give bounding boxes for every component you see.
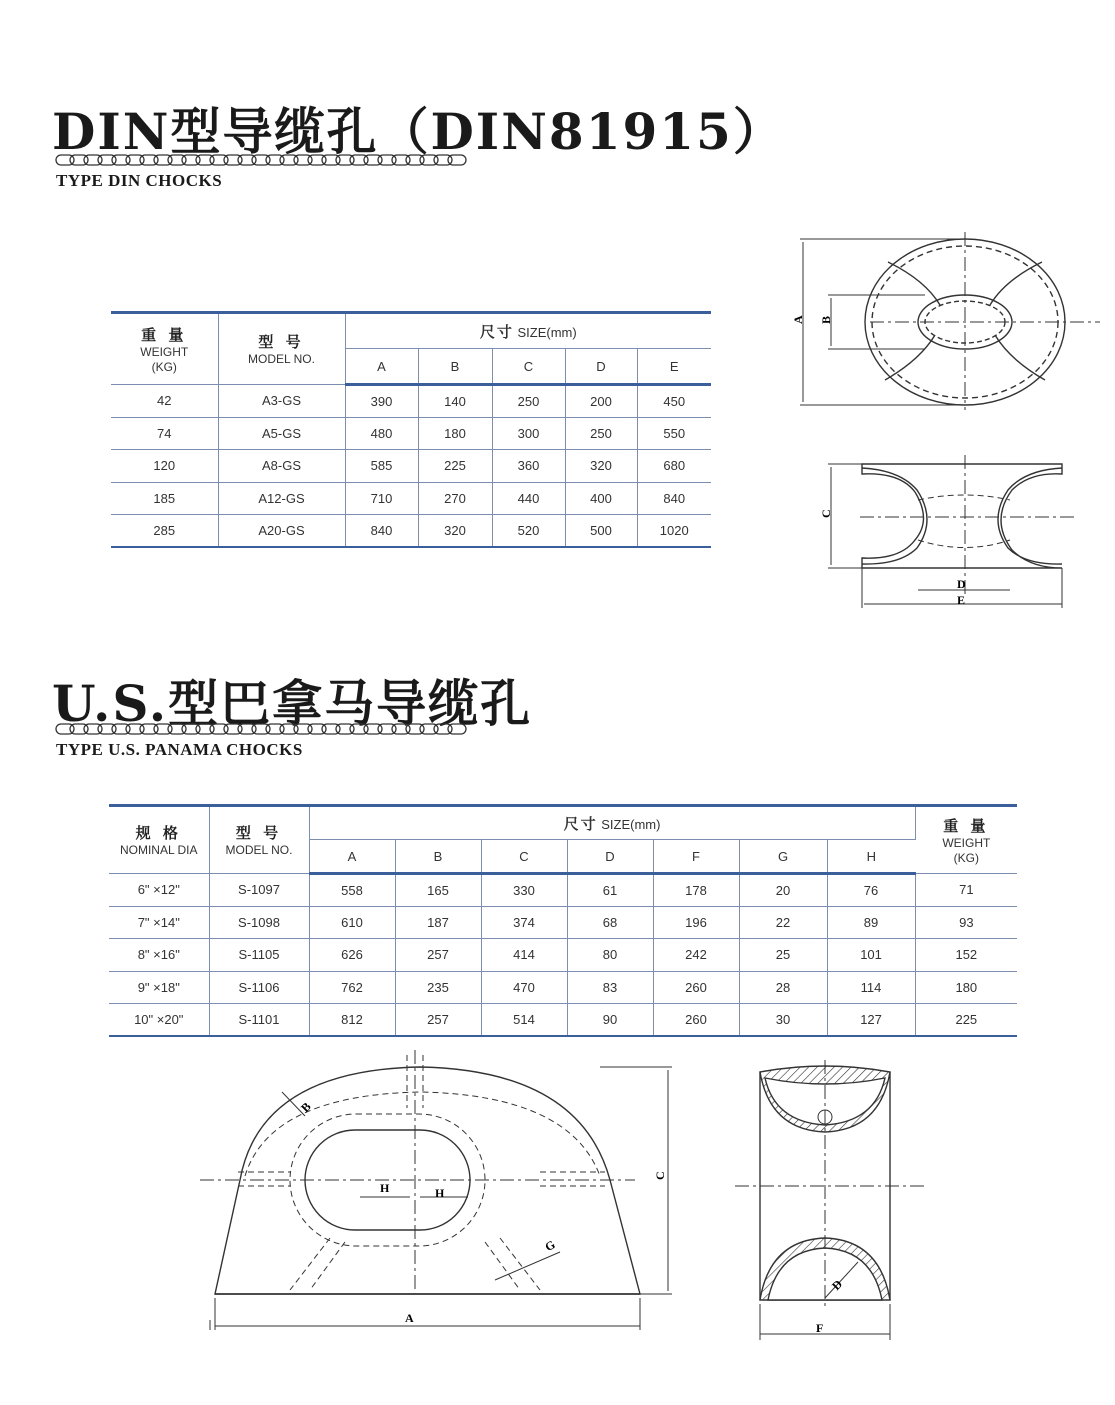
- panama-cell-c: 470: [481, 971, 567, 1004]
- panama-table-row: [109, 971, 1017, 1004]
- panama-cell-c: 514: [481, 1004, 567, 1037]
- din-col-e: E: [637, 349, 711, 385]
- panama-cell-weight: 152: [915, 939, 1017, 972]
- panama-cell-f: 260: [653, 971, 739, 1004]
- panama-label-b: B: [298, 1099, 314, 1115]
- din-cell-a: 710: [345, 482, 418, 515]
- din-label-c: C: [819, 509, 833, 518]
- panama-cell-g: 22: [739, 906, 827, 939]
- panama-cell-h: 127: [827, 1004, 915, 1037]
- panama-size-header: 尺寸 SIZE(mm): [309, 806, 915, 840]
- panama-cell-dia: 8" ×16": [109, 939, 209, 972]
- din-cell-e: 1020: [637, 515, 711, 548]
- panama-col-d: D: [567, 840, 653, 874]
- din-cell-e: 450: [637, 385, 711, 418]
- din-cell-c: 520: [492, 515, 565, 548]
- panama-cell-d: 90: [567, 1004, 653, 1037]
- panama-model-header: 型 号 MODEL NO.: [209, 806, 309, 874]
- panama-col-h: H: [827, 840, 915, 874]
- panama-cell-d: 61: [567, 874, 653, 907]
- din-cell-model: A8-GS: [218, 450, 345, 483]
- din-cell-d: 250: [565, 417, 637, 450]
- panama-label-h-left: H: [380, 1181, 390, 1195]
- panama-cell-model: S-1098: [209, 906, 309, 939]
- din-cell-weight: 74: [111, 417, 218, 450]
- panama-cell-a: 626: [309, 939, 395, 972]
- chain-divider-panama: [54, 722, 470, 736]
- din-cell-e: 550: [637, 417, 711, 450]
- panama-cell-dia: 7" ×14": [109, 906, 209, 939]
- din-label-d: D: [957, 577, 966, 591]
- panama-cell-h: 101: [827, 939, 915, 972]
- din-table-row: [111, 417, 711, 450]
- panama-cell-g: 30: [739, 1004, 827, 1037]
- panama-cell-f: 260: [653, 1004, 739, 1037]
- din-cell-model: A3-GS: [218, 385, 345, 418]
- panama-dia-header: 规 格 NOMINAL DIA: [109, 806, 209, 874]
- din-table-row: [111, 385, 711, 418]
- din-cell-d: 500: [565, 515, 637, 548]
- din-cell-e: 680: [637, 450, 711, 483]
- panama-cell-f: 178: [653, 874, 739, 907]
- panama-label-g: G: [542, 1237, 558, 1255]
- panama-table-row: [109, 1004, 1017, 1037]
- panama-cell-dia: 10" ×20": [109, 1004, 209, 1037]
- panama-label-a: A: [405, 1311, 414, 1325]
- panama-cell-b: 257: [395, 939, 481, 972]
- panama-cell-model: S-1105: [209, 939, 309, 972]
- panama-cell-model: S-1097: [209, 874, 309, 907]
- din-cell-model: A12-GS: [218, 482, 345, 515]
- panama-cell-a: 610: [309, 906, 395, 939]
- panama-cell-weight: 180: [915, 971, 1017, 1004]
- panama-table-row: [109, 939, 1017, 972]
- din-cell-d: 320: [565, 450, 637, 483]
- panama-cell-g: 28: [739, 971, 827, 1004]
- din-subtitle: TYPE DIN CHOCKS: [56, 171, 223, 190]
- panama-cell-g: 20: [739, 874, 827, 907]
- panama-cell-b: 165: [395, 874, 481, 907]
- panama-label-f: F: [816, 1321, 824, 1335]
- din-cell-b: 270: [418, 482, 492, 515]
- din-size-header: 尺寸 SIZE(mm): [345, 313, 711, 349]
- din-cell-model: A20-GS: [218, 515, 345, 548]
- din-cell-b: 320: [418, 515, 492, 548]
- din-chock-diagram: [790, 225, 1110, 615]
- din-col-b: B: [418, 349, 492, 385]
- din-spec-table: [111, 311, 711, 548]
- panama-cell-a: 812: [309, 1004, 395, 1037]
- din-cell-weight: 120: [111, 450, 218, 483]
- panama-cell-b: 235: [395, 971, 481, 1004]
- din-cell-d: 400: [565, 482, 637, 515]
- panama-col-f: F: [653, 840, 739, 874]
- din-cell-weight: 285: [111, 515, 218, 548]
- din-cell-weight: 42: [111, 385, 218, 418]
- panama-cell-weight: 93: [915, 906, 1017, 939]
- din-cell-b: 140: [418, 385, 492, 418]
- panama-table-row: [109, 906, 1017, 939]
- panama-cell-b: 187: [395, 906, 481, 939]
- panama-label-h-right: H: [435, 1186, 445, 1200]
- din-col-a: A: [345, 349, 418, 385]
- panama-cell-a: 762: [309, 971, 395, 1004]
- panama-cell-a: 558: [309, 874, 395, 907]
- din-weight-header: 重 量 WEIGHT (KG): [111, 313, 218, 385]
- din-table-row: [111, 450, 711, 483]
- din-cell-b: 225: [418, 450, 492, 483]
- din-cell-d: 200: [565, 385, 637, 418]
- panama-cell-f: 242: [653, 939, 739, 972]
- chain-divider-din: [54, 153, 470, 167]
- panama-label-d: D: [829, 1276, 846, 1293]
- panama-cell-dia: 6" ×12": [109, 874, 209, 907]
- panama-cell-g: 25: [739, 939, 827, 972]
- din-table-row: [111, 515, 711, 548]
- din-cell-model: A5-GS: [218, 417, 345, 450]
- panama-cell-model: S-1101: [209, 1004, 309, 1037]
- panama-chock-diagram: [195, 1050, 935, 1350]
- panama-cell-h: 89: [827, 906, 915, 939]
- panama-cell-h: 76: [827, 874, 915, 907]
- panama-col-a: A: [309, 840, 395, 874]
- din-label-a: A: [791, 315, 805, 324]
- din-model-header: 型 号 MODEL NO.: [218, 313, 345, 385]
- din-label-e: E: [957, 593, 966, 607]
- panama-cell-dia: 9" ×18": [109, 971, 209, 1004]
- din-cell-c: 440: [492, 482, 565, 515]
- panama-cell-f: 196: [653, 906, 739, 939]
- panama-cell-weight: 71: [915, 874, 1017, 907]
- panama-cell-d: 80: [567, 939, 653, 972]
- panama-spec-table: [109, 804, 1017, 1037]
- panama-cell-h: 114: [827, 971, 915, 1004]
- panama-table-row: [109, 874, 1017, 907]
- panama-cell-d: 83: [567, 971, 653, 1004]
- panama-cell-c: 374: [481, 906, 567, 939]
- panama-cell-weight: 225: [915, 1004, 1017, 1037]
- din-cell-c: 300: [492, 417, 565, 450]
- din-col-c: C: [492, 349, 565, 385]
- din-title: DIN型导缆孔（DIN81915）: [52, 102, 785, 161]
- panama-cell-c: 414: [481, 939, 567, 972]
- din-cell-a: 585: [345, 450, 418, 483]
- panama-cell-d: 68: [567, 906, 653, 939]
- panama-subtitle: TYPE U.S. PANAMA CHOCKS: [56, 740, 303, 759]
- panama-weight-header: 重 量 WEIGHT (KG): [915, 806, 1017, 874]
- panama-col-c: C: [481, 840, 567, 874]
- panama-col-b: B: [395, 840, 481, 874]
- panama-cell-model: S-1106: [209, 971, 309, 1004]
- panama-col-g: G: [739, 840, 827, 874]
- din-cell-b: 180: [418, 417, 492, 450]
- panama-label-c: C: [653, 1171, 667, 1180]
- din-table-row: [111, 482, 711, 515]
- din-cell-weight: 185: [111, 482, 218, 515]
- panama-title: U.S.型巴拿马导缆孔: [52, 674, 533, 733]
- din-cell-a: 480: [345, 417, 418, 450]
- din-col-d: D: [565, 349, 637, 385]
- din-cell-c: 360: [492, 450, 565, 483]
- din-cell-c: 250: [492, 385, 565, 418]
- din-cell-a: 840: [345, 515, 418, 548]
- panama-cell-b: 257: [395, 1004, 481, 1037]
- din-cell-a: 390: [345, 385, 418, 418]
- din-cell-e: 840: [637, 482, 711, 515]
- din-label-b: B: [819, 315, 833, 324]
- panama-cell-c: 330: [481, 874, 567, 907]
